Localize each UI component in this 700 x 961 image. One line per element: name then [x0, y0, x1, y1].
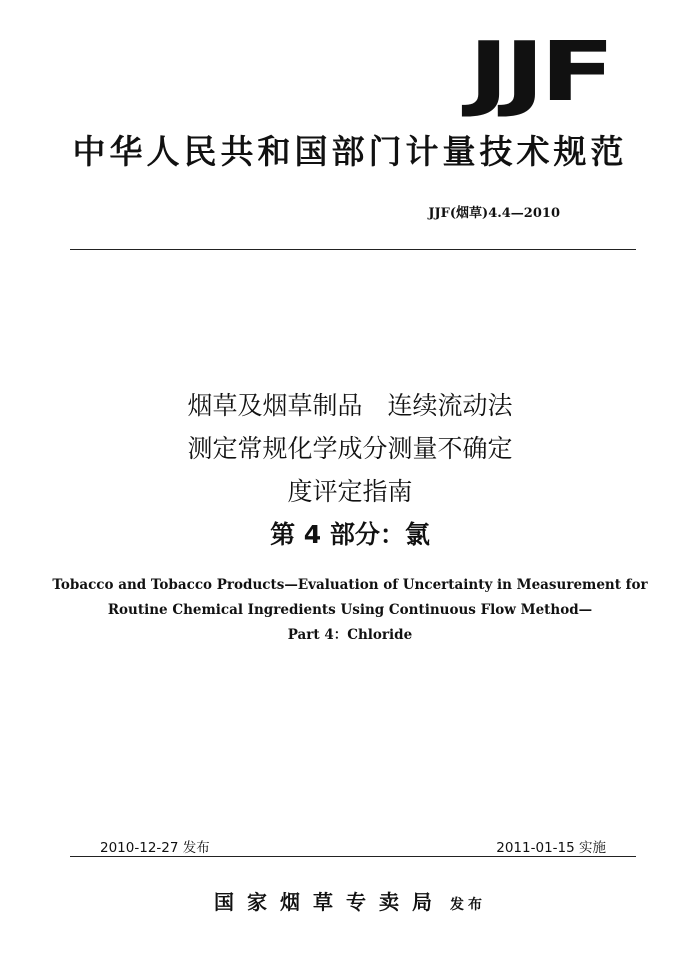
publisher-name: 国家烟草专卖局: [213, 890, 445, 914]
publisher-line: [0, 886, 700, 915]
publish-label: 发布: [450, 897, 487, 913]
chinese-title-line-3: 度评定指南: [287, 477, 413, 506]
chinese-title-line-1: 烟草及烟草制品 连续流动法: [187, 391, 513, 420]
english-title-line-3: Part 4：Chloride: [287, 627, 413, 643]
bottom-divider: [70, 856, 636, 857]
series-title: 中华人民共和国部门计量技术规范: [72, 132, 628, 171]
chinese-title: [0, 384, 700, 556]
english-title: [0, 573, 700, 648]
issue-date: 2010-12-27 发布: [100, 840, 210, 856]
chinese-title-part: 第 4 部分：氯: [270, 520, 430, 549]
jjf-logo: JJF: [468, 25, 610, 120]
english-title-line-1: Tobacco and Tobacco Products—Evaluation of Uncertainty in Measurement for: [52, 577, 648, 593]
document-number: JJF(烟草)4.4—2010: [428, 206, 560, 221]
top-divider: [70, 249, 636, 250]
english-title-line-2: Routine Chemical Ingredients Using Continuous Flow Method—: [107, 602, 593, 618]
effective-date: 2011-01-15 实施: [496, 840, 606, 856]
chinese-title-line-2: 测定常规化学成分测量不确定: [187, 434, 513, 463]
